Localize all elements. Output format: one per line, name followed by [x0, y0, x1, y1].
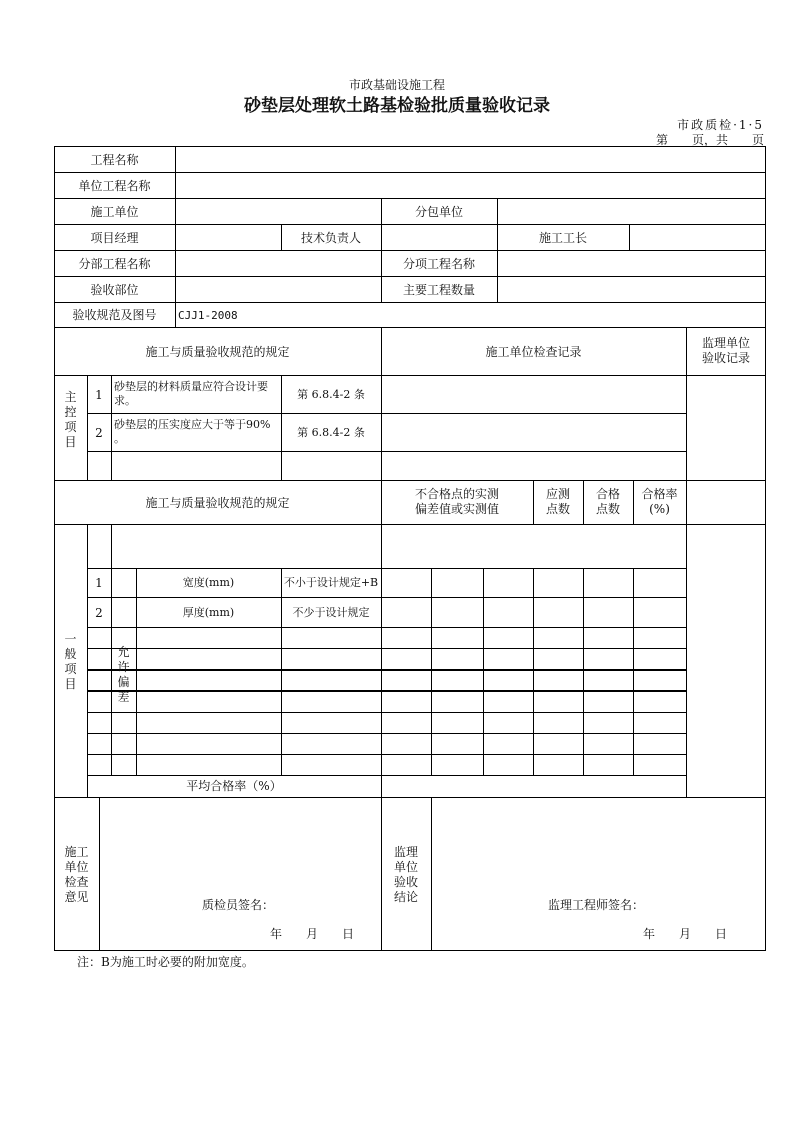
- contractor-date: 年 月 日: [270, 927, 355, 941]
- allow-deviation-label: 允 许 偏 差: [117, 645, 130, 704]
- contractor-opinion-label: 施工 单位 检查 意见: [64, 845, 89, 904]
- main-item-2-no: 2: [95, 426, 103, 440]
- general-item-1-name: 宽度(mm): [182, 576, 235, 589]
- main-item-1-no: 1: [95, 388, 103, 402]
- main-col-spec: 施工与质量验收规范的规定: [145, 345, 290, 359]
- label-acceptance-part: 验收部位: [90, 283, 139, 297]
- label-sub-item: 分项工程名称: [402, 257, 475, 271]
- avg-pass-rate: 平均合格率（%）: [186, 779, 282, 793]
- general-item-2-name: 厚度(mm): [182, 606, 235, 619]
- label-spec: 验收规范及图号: [72, 308, 157, 322]
- general-item-2-req: 不少于设计规定: [292, 606, 370, 619]
- label-main-quantity: 主要工程数量: [402, 283, 475, 297]
- main-col-supervise: 监理单位 验收记录: [701, 336, 750, 365]
- general-col-should: 应测 点数: [545, 487, 570, 516]
- label-subcontractor: 分包单位: [414, 205, 463, 219]
- general-item-2-no: 2: [95, 606, 103, 620]
- engineer-sign: 监理工程师签名：: [548, 898, 645, 912]
- general-item-1-no: 1: [95, 576, 103, 590]
- label-sub-division: 分部工程名称: [78, 257, 151, 271]
- main-item-2-clause: 第 6.8.4-2 条: [297, 426, 365, 439]
- label-unit-project: 单位工程名称: [78, 179, 151, 193]
- general-col-pass: 合格 点数: [595, 487, 620, 516]
- main-item-1-clause: 第 6.8.4-2 条: [297, 388, 365, 401]
- label-project-manager: 项目经理: [90, 231, 139, 245]
- supervisor-conclusion-label: 监理 单位 验收 结论: [393, 845, 418, 904]
- general-col-rate: 合格率 (%): [641, 487, 678, 516]
- page-number: 第 页，共 页: [655, 133, 764, 147]
- spec-value: CJJ1-2008: [178, 309, 238, 322]
- general-col-spec: 施工与质量验收规范的规定: [145, 496, 290, 510]
- doc-code: 市政质检·1·5: [677, 118, 764, 132]
- main-control-label: 主 控 项 目: [64, 390, 77, 449]
- inspector-sign: 质检员签名：: [202, 898, 275, 912]
- label-project-name: 工程名称: [90, 153, 139, 167]
- main-item-1-text: 砂垫层的材料质量应符合设计要 求。: [114, 380, 268, 407]
- general-col-deviation: 不合格点的实测 偏差值或实测值: [414, 487, 499, 516]
- label-construction-unit: 施工单位: [90, 205, 139, 219]
- doc-category: 市政基础设施工程: [348, 78, 445, 92]
- main-col-check: 施工单位检查记录: [485, 345, 582, 359]
- doc-title: 砂垫层处理软土路基检验批质量验收记录: [244, 96, 550, 116]
- footnote: 注：B为施工时必要的附加宽度。: [77, 955, 254, 969]
- general-item-1-req: 不小于设计规定+B: [283, 576, 379, 589]
- main-item-2-text: 砂垫层的压实度应大于等于90% 。: [114, 418, 271, 445]
- label-foreman: 施工工长: [538, 231, 587, 245]
- general-label: 一 般 项 目: [64, 632, 77, 691]
- label-tech-lead: 技术负责人: [300, 231, 361, 245]
- supervisor-date: 年 月 日: [643, 927, 728, 941]
